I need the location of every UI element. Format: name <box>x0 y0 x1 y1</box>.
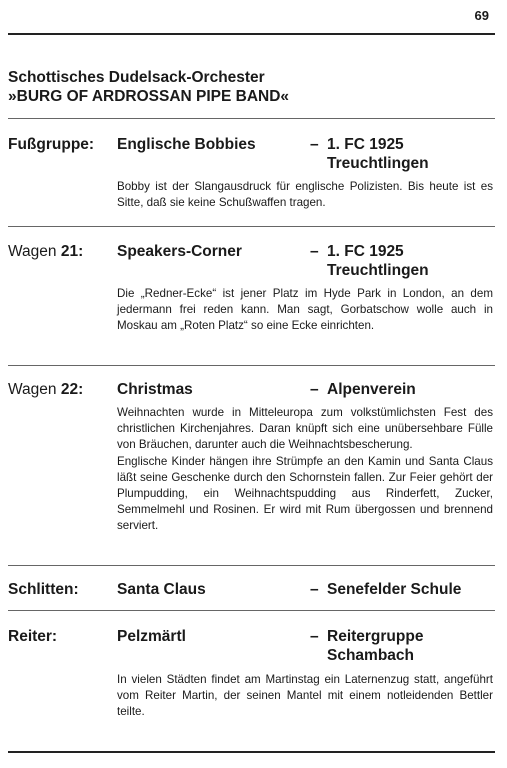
description-paragraph-2: Englische Kinder hängen ihre Strümpfe an den Kamin und Santa Claus läßt seine Geschenke durch den Schornstein fallen. Zur Feier gehört der Plumpudding, ein Weihnachtspudding aus Rinderfett, Zucker, Semmelmehl und Rosinen. Er wird mit Rum übergossen und brennend serviert. <box>117 454 493 533</box>
entry-label <box>8 242 83 261</box>
entry-name: Santa Claus <box>117 581 206 598</box>
org-line-1: Reitergruppe <box>327 628 424 645</box>
divider <box>8 226 495 227</box>
org-dash: – <box>310 136 319 153</box>
entry-name: Speakers-Corner <box>117 243 242 260</box>
entry-number: 22: <box>60 381 84 398</box>
entry-organization <box>310 380 416 399</box>
entry-description: Die „Redner-Ecke“ ist jener Platz im Hyde Park in London, an dem jedermann frei reden kann. Man sagt, Gorbatschow wolle auch in Moskau am „Roten Platz“ so eine Ecke einrichten. <box>117 287 493 333</box>
entry-organization <box>310 627 423 665</box>
footer-rule <box>8 751 495 753</box>
org-dash: – <box>310 243 319 260</box>
description-paragraph-1: Weihnachten wurde in Mitteleuropa zum volkstümlichsten Fest des christlichen Kirchenjahres. Daran knüpft sich eine unübersehbare Fülle von Bräuchen, darunter auch die Weihnachtsbescherung. <box>117 406 493 452</box>
entry-description: Bobby ist der Slangausdruck für englische Polizisten. Bis heute ist es Sitte, daß sie keine Schußwaffen tragen. <box>117 180 493 210</box>
entry-organization <box>310 580 461 599</box>
org-dash: – <box>310 581 319 598</box>
entry-label-text: Wagen <box>8 381 57 398</box>
org-line-2: Treuchtlingen <box>327 155 429 172</box>
entry-description: In vielen Städten findet am Martinstag ein Laternenzug statt, angeführt vom Reiter Martin, der seinen Mantel mit einem notleidenden Bettler teilte. <box>117 673 493 719</box>
entry-number: 21: <box>60 243 84 260</box>
entry-label: Schlitten: <box>8 581 79 598</box>
divider <box>8 118 495 119</box>
divider <box>8 365 495 366</box>
entry-label-text: Wagen <box>8 243 57 260</box>
section-title <box>8 68 289 106</box>
org-line-1: Alpenverein <box>327 381 416 398</box>
org-line-2: Treuchtlingen <box>327 262 429 279</box>
entry-label: Fußgruppe: <box>8 136 95 153</box>
org-line-1: 1. FC 1925 <box>327 243 404 260</box>
page-number: 69 <box>474 8 489 23</box>
entry-label: Reiter: <box>8 628 58 645</box>
org-dash: – <box>310 381 319 398</box>
divider <box>8 610 495 611</box>
divider <box>8 565 495 566</box>
title-line-2: »BURG OF ARDROSSAN PIPE BAND« <box>8 88 290 105</box>
org-line-1: 1. FC 1925 <box>327 136 404 153</box>
entry-name: Englische Bobbies <box>117 136 256 153</box>
title-line-1: Schottisches Dudelsack-Orchester <box>8 69 265 86</box>
entry-organization <box>310 135 429 173</box>
org-dash: – <box>310 628 319 645</box>
header-rule <box>8 33 495 35</box>
entry-organization <box>310 242 429 280</box>
entry-name: Christmas <box>117 381 193 398</box>
org-line-2: Schambach <box>327 647 415 664</box>
entry-label <box>8 380 83 399</box>
org-line-1: Senefelder Schule <box>327 581 462 598</box>
entry-name: Pelzmärtl <box>117 628 186 645</box>
entry-description <box>117 405 493 535</box>
